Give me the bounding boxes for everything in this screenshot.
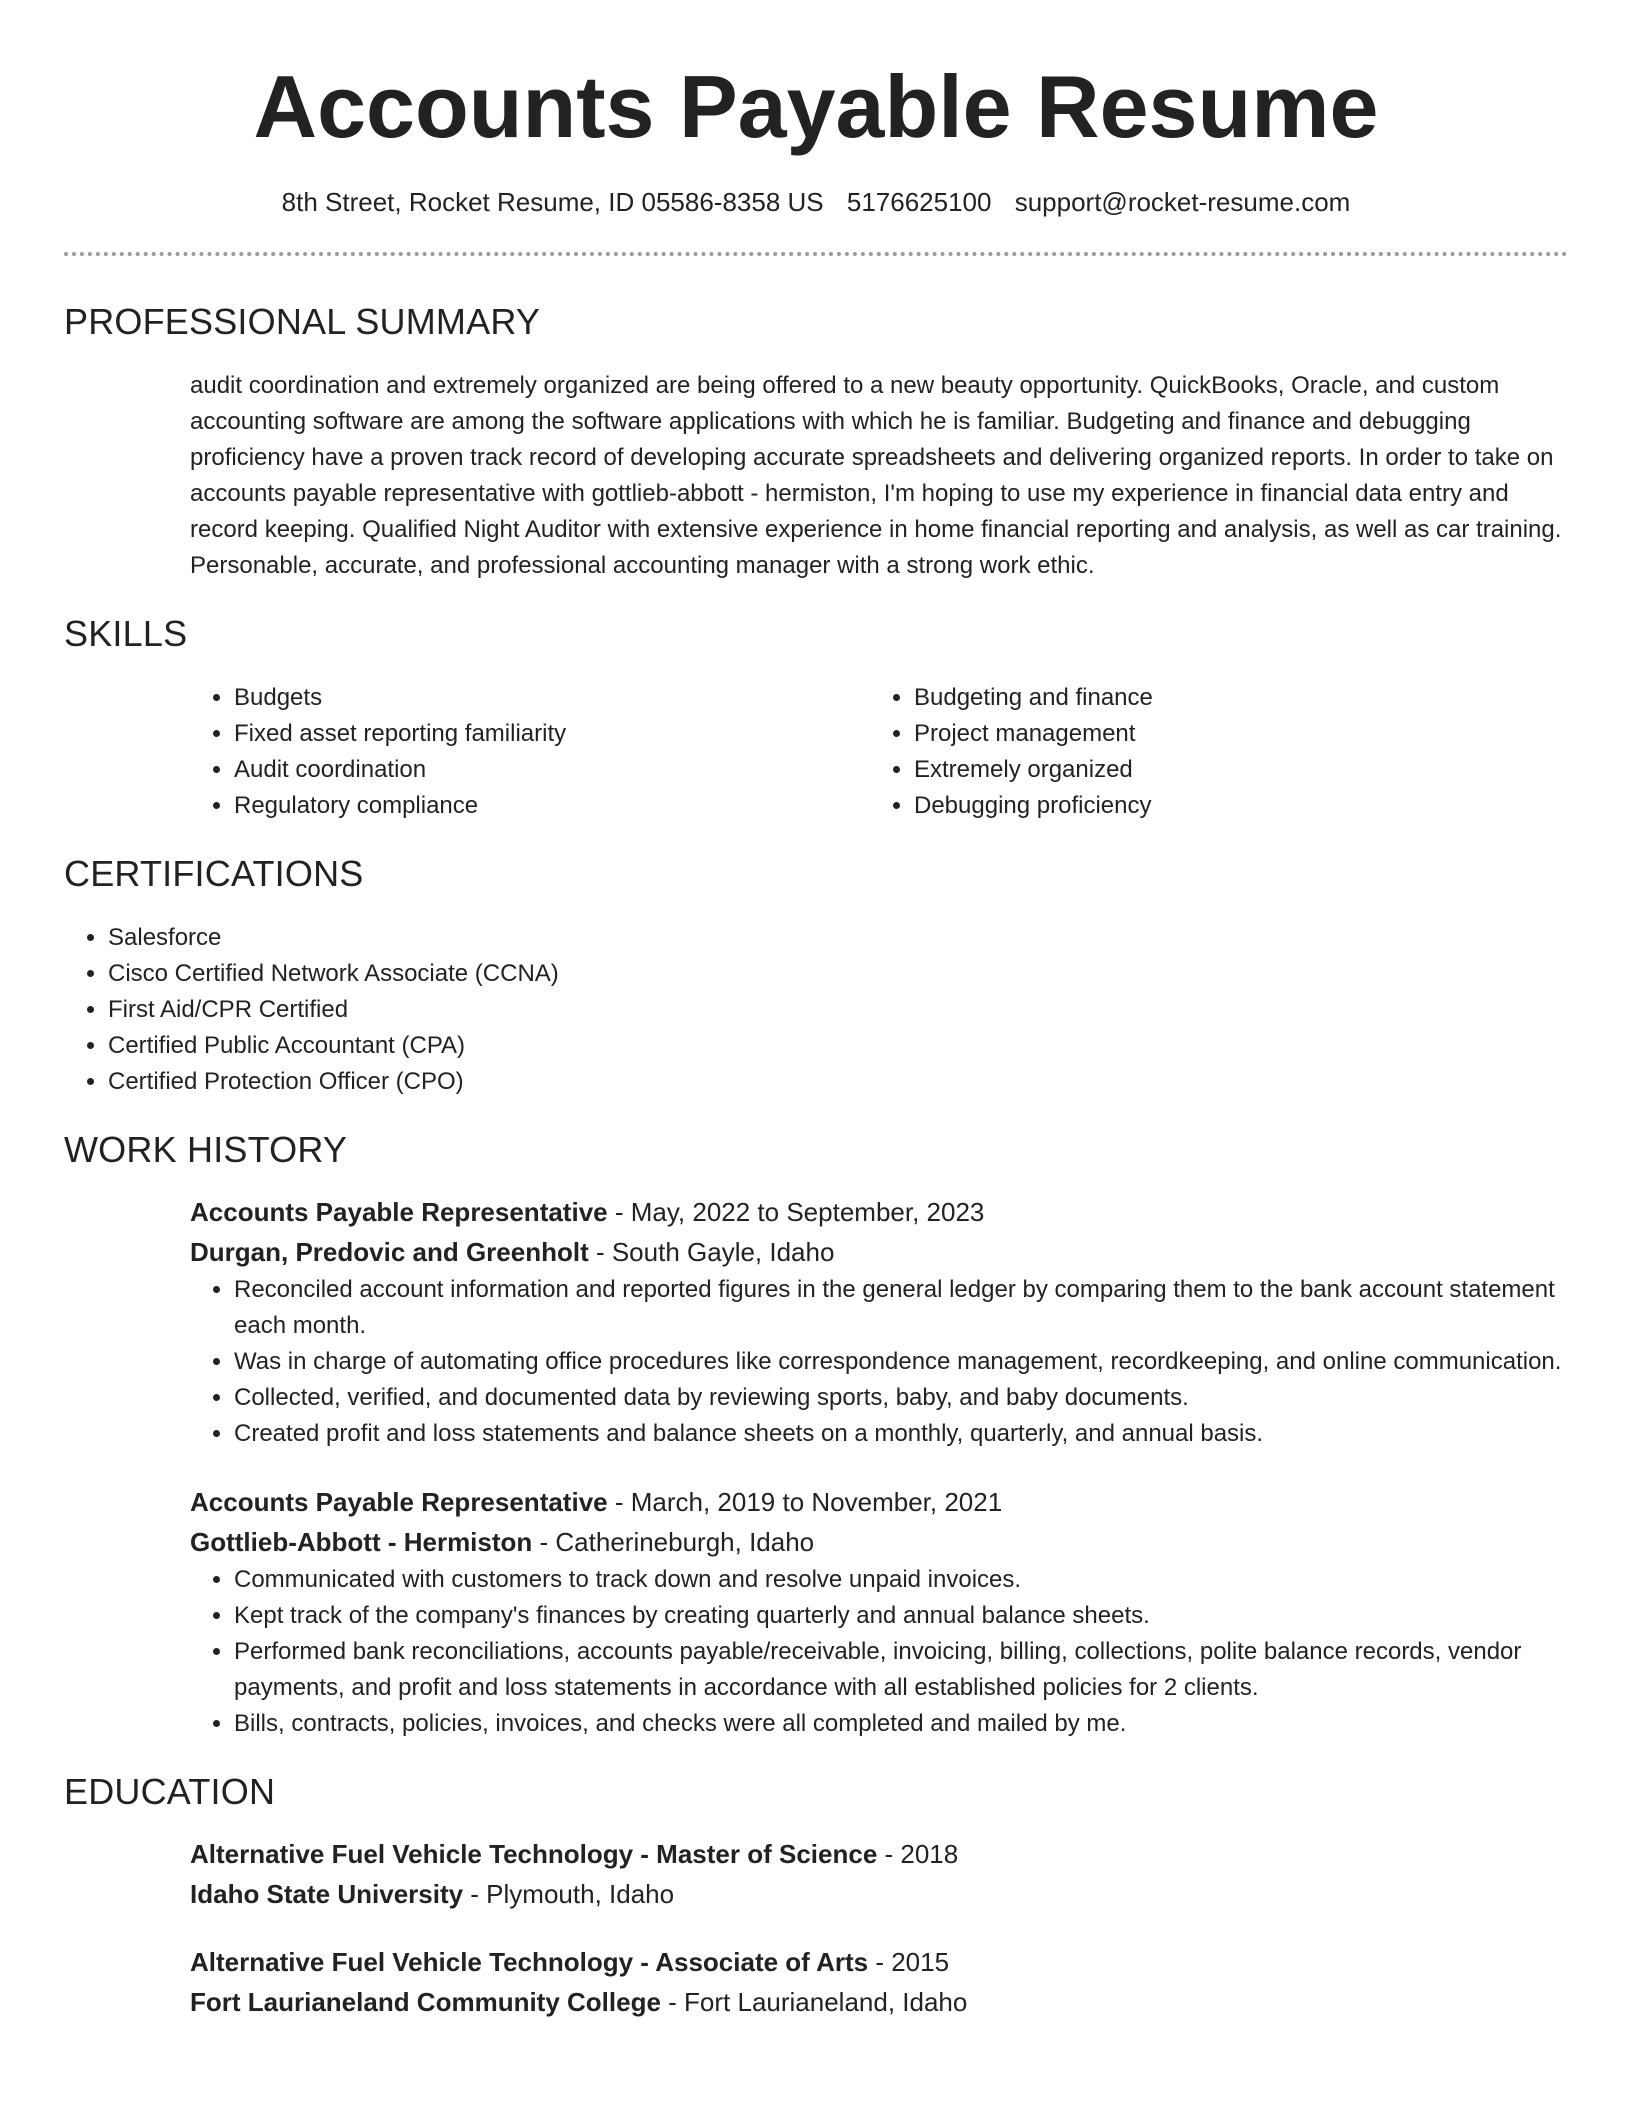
job-title-line [190, 1482, 1568, 1522]
skill-item: • Project management [914, 716, 1568, 752]
job-bullets [190, 1272, 1568, 1452]
contact-email: support@rocket-resume.com [1014, 187, 1351, 217]
job-bullets [190, 1562, 1568, 1742]
education-entry [190, 1834, 1568, 1914]
education-location: - Fort Laurianeland, Idaho [660, 1987, 968, 2017]
job-company-line [190, 1522, 1568, 1562]
education-degree-line [190, 1942, 1568, 1982]
certification-item: • Certified Public Accountant (CPA) [108, 1028, 1568, 1064]
certification-item: • Salesforce [108, 920, 1568, 956]
certification-item: • Certified Protection Officer (CPO) [108, 1064, 1568, 1100]
education-degree-line [190, 1834, 1568, 1874]
education-school: Idaho State University [190, 1879, 464, 1909]
job-company-line [190, 1232, 1568, 1272]
education-degree: Alternative Fuel Vehicle Technology - Master of Science [190, 1839, 878, 1869]
education-year: - 2015 [868, 1947, 950, 1977]
education-degree: Alternative Fuel Vehicle Technology - Associate of Arts [190, 1947, 869, 1977]
skills-heading: SKILLS [64, 613, 188, 654]
summary-heading: PROFESSIONAL SUMMARY [64, 301, 541, 342]
education-school-line [190, 1874, 1568, 1914]
header-divider [64, 252, 1568, 256]
job-company: Gottlieb-Abbott - Hermiston [190, 1527, 533, 1557]
job-company: Durgan, Predovic and Greenholt [190, 1237, 589, 1267]
job-entry [190, 1192, 1568, 1452]
job-bullet: • Bills, contracts, policies, invoices, and checks were all completed and mailed by me. [234, 1706, 1568, 1742]
job-entry [190, 1482, 1568, 1742]
job-bullet: • Communicated with customers to track down and resolve unpaid invoices. [234, 1562, 1568, 1598]
job-location: - South Gayle, Idaho [588, 1237, 835, 1267]
certifications-section [64, 852, 1568, 1100]
education-school-line [190, 1982, 1568, 2022]
education-location: - Plymouth, Idaho [463, 1879, 675, 1909]
job-bullet: • Created profit and loss statements and balance sheets on a monthly, quarterly, and annual basis. [234, 1416, 1568, 1452]
work-heading: WORK HISTORY [64, 1129, 348, 1170]
education-school: Fort Laurianeland Community College [190, 1987, 661, 2017]
job-title-line [190, 1192, 1568, 1232]
job-bullet: • Reconciled account information and reported figures in the general ledger by comparing them to the bank account statement each month. [234, 1272, 1568, 1344]
skills-section [64, 612, 1568, 824]
skills-list-right [870, 680, 1568, 824]
education-section [64, 1770, 1568, 2022]
certifications-heading: CERTIFICATIONS [64, 853, 364, 894]
contact-line [64, 184, 1568, 220]
job-role: Accounts Payable Representative [190, 1487, 608, 1517]
job-bullet: • Performed bank reconciliations, accounts payable/receivable, invoicing, billing, collections, polite balance records, vendor payments, and profit and loss statements in accordance with all established policies for 2 clients. [234, 1634, 1568, 1706]
education-entry [190, 1942, 1568, 2022]
certifications-list [64, 920, 1568, 1100]
job-location: - Catherineburgh, Idaho [532, 1527, 815, 1557]
education-heading: EDUCATION [64, 1771, 276, 1812]
job-bullet: • Collected, verified, and documented data by reviewing sports, baby, and baby documents. [234, 1380, 1568, 1416]
resume-title: Accounts Payable Resume [253, 57, 1379, 156]
job-dates: - May, 2022 to September, 2023 [607, 1197, 985, 1227]
skill-item: • Fixed asset reporting familiarity [234, 716, 870, 752]
skill-item: • Audit coordination [234, 752, 870, 788]
work-section [64, 1128, 1568, 1742]
job-role: Accounts Payable Representative [190, 1197, 608, 1227]
summary-section [64, 300, 1568, 584]
skill-item: • Budgeting and finance [914, 680, 1568, 716]
job-dates: - March, 2019 to November, 2021 [607, 1487, 1003, 1517]
contact-phone: 5176625100 [846, 187, 992, 217]
contact-address: 8th Street, Rocket Resume, ID 05586-8358 US [281, 187, 824, 217]
skill-item: • Extremely organized [914, 752, 1568, 788]
certification-item: • First Aid/CPR Certified [108, 992, 1568, 1028]
job-bullet: • Was in charge of automating office procedures like correspondence management, recordkeeping, and online communication. [234, 1344, 1568, 1380]
skill-item: • Regulatory compliance [234, 788, 870, 824]
skills-list-left [190, 680, 870, 824]
skills-grid [190, 680, 1568, 824]
education-year: - 2018 [877, 1839, 959, 1869]
job-bullet: • Kept track of the company's finances by creating quarterly and annual balance sheets. [234, 1598, 1568, 1634]
summary-text: audit coordination and extremely organized are being offered to a new beauty opportunity. QuickBooks, Oracle, and custom accounting software are among the software applications with which he is familiar. Budgeting and finance and debugging proficiency have a proven track record of developing accurate spreadsheets and delivering organized reports. In order to take on accounts payable representative with gottlieb-abbott - hermiston, I'm hoping to use my experience in financial data entry and record keeping. Qualified Night Auditor with extensive experience in home financial reporting and analysis, as well as car training. Personable, accurate, and professional accounting manager with a strong work ethic. [190, 372, 1562, 579]
certification-item: • Cisco Certified Network Associate (CCNA) [108, 956, 1568, 992]
skill-item: • Debugging proficiency [914, 788, 1568, 824]
skill-item: • Budgets [234, 680, 870, 716]
